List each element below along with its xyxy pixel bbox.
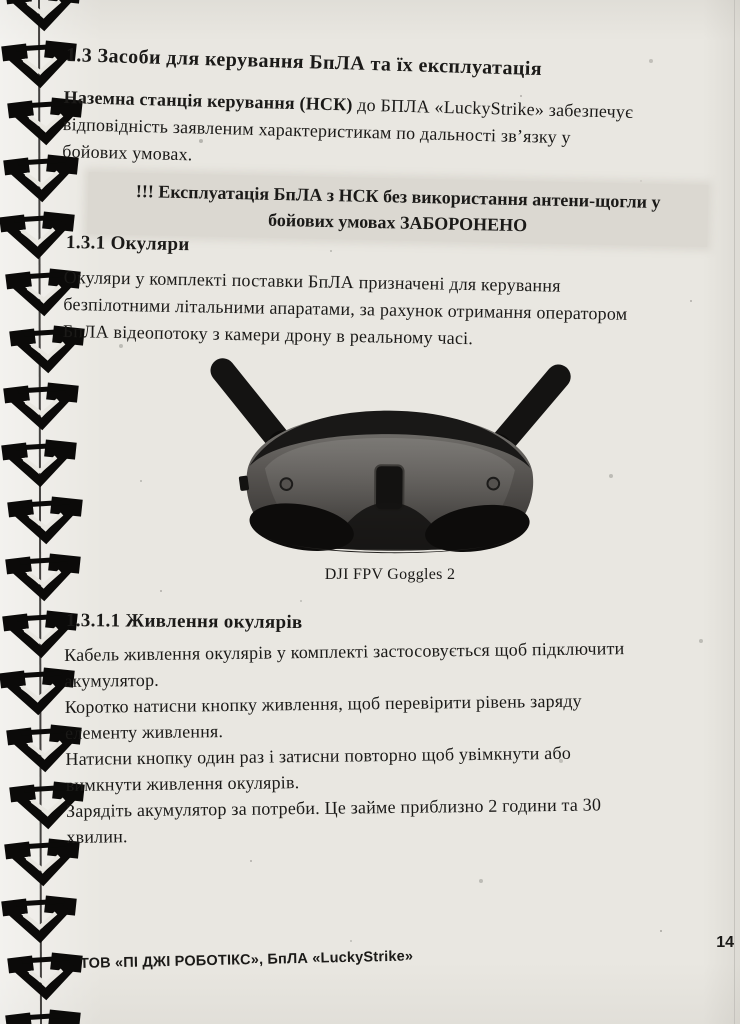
page-content	[61, 0, 734, 1024]
page-number: 14	[716, 934, 734, 951]
power-paragraph: Зарядіть акумулятор за потреби. Це займе приблизно 2 години та 30 хвилин.	[65, 794, 602, 847]
power-paragraph: Натисни кнопку один раз і затисни повторно щоб увімкнути або вимкнути живлення окулярів.	[65, 742, 572, 795]
intro-bold-lead: Наземна станція керування (НСК)	[63, 86, 353, 115]
page-edge-line	[734, 0, 735, 1024]
section-1-3-heading: 1.3 Засоби для керування БпЛА та їх експлуатація	[65, 44, 543, 81]
power-paragraph: Коротко натисни кнопку живлення, щоб перевірити рівень заряду елементу живлення.	[64, 690, 582, 743]
figure-caption: DJI FPV Goggles 2	[324, 566, 456, 583]
fpv-goggles-illustration	[199, 355, 580, 563]
power-paragraph: Кабель живлення окулярів у комплекті застосовується щоб підключити акумулятор.	[64, 638, 625, 691]
warning-box: !!! Експлуатація БпЛА з НСК без використання антени-щогли у бойових умовах ЗАБОРОНЕНО	[87, 172, 708, 247]
footer-company-line: ТОВ «ПІ ДЖІ РОБОТІКС», БпЛА «LuckyStrike»	[79, 948, 414, 972]
section-1-3-intro-paragraph	[62, 84, 712, 182]
intro-rest-text: до БПЛА «LuckyStrike» забезпечує відповідність заявленим характеристикам по дальності зв’язку у бойових умовах.	[61, 94, 634, 165]
section-1-3-1-heading: 1.3.1 Окуляри	[65, 232, 190, 256]
section-1-3-1-1-heading: 1.3.1.1 Живлення окулярів	[65, 610, 303, 634]
section-1-3-1-1-paragraphs	[64, 634, 721, 850]
left-dial	[280, 478, 292, 490]
section-1-3-1-paragraph: Окуляри у комплекті поставки БпЛА призначені для керування безпілотними літальними апаратами, за рахунок отримання оператором БпЛА відеопотоку з камери дрону в реальному часі.	[62, 266, 628, 349]
right-dial	[487, 478, 499, 490]
